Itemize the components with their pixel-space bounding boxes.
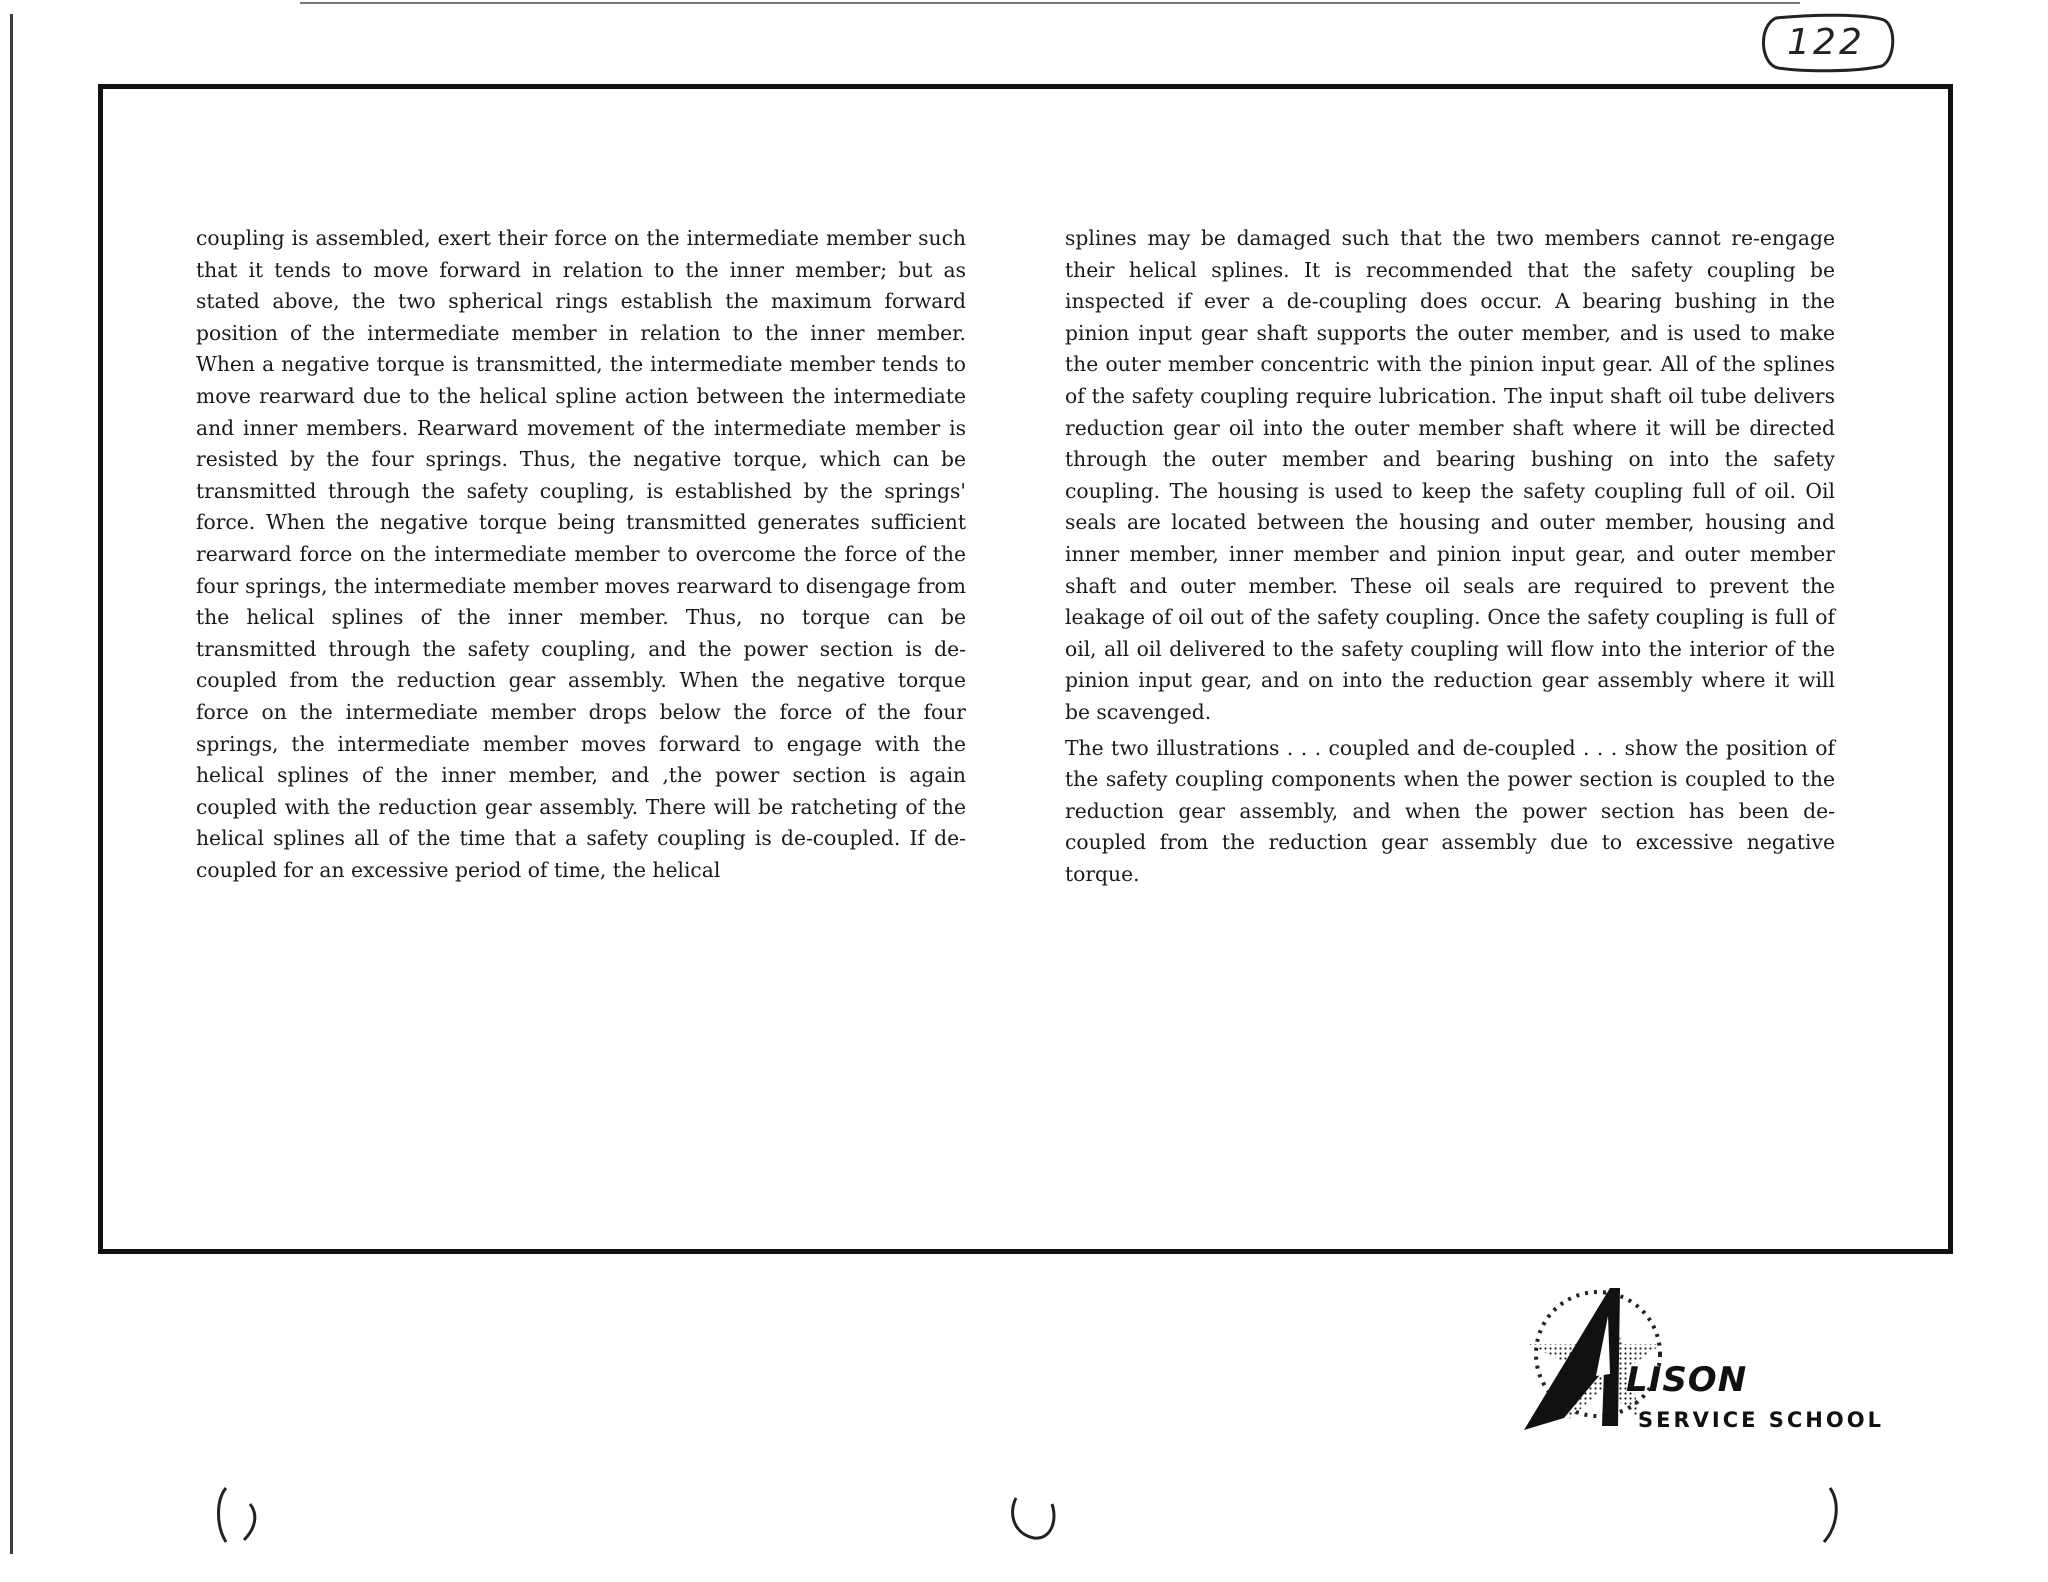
punch-hole-mark-center bbox=[1008, 1494, 1062, 1544]
page-number-mark bbox=[1756, 12, 1896, 74]
punch-hole-mark-right bbox=[1808, 1484, 1858, 1548]
punch-hole-mark-left bbox=[210, 1484, 270, 1548]
logo-subtitle: SERVICE SCHOOL bbox=[1638, 1408, 1884, 1432]
right-paragraph-1: splines may be damaged such that the two members cannot re-engage their helical splines. It is recommended that the safety coupling be inspected if ever a de-coupling does occur. A bearing bushing in the pinion input gear shaft supports the outer member, and is used to make the outer member concentric with the pinion input gear. All of the splines of the safety coupling require lubrication. The input shaft oil tube delivers reduction gear oil into the outer member shaft where it will be directed through the outer member and bearing bushing on into the safety coupling. The housing is used to keep the safety coupling full of oil. Oil seals are located between the housing and outer member, housing and inner member, inner member and pinion input gear, and outer member shaft and outer member. These oil seals are required to prevent the leakage of oil out of the safety coupling. Once the safety coupling is full of oil, all oil delivered to the safety coupling will flow into the interior of the pinion input gear, and on into the reduction gear assembly where it will be scavenged. bbox=[1065, 226, 1835, 724]
right-paragraph-2: The two illustrations . . . coupled and de-coupled . . . show the position of the safety coupling components when the power section is coupled to the reduction gear assembly, and when the power section has been de-coupled from the reduction gear assembly due to excessive negative torque. bbox=[1065, 735, 1835, 886]
page-number: 122 bbox=[1787, 22, 1865, 63]
logo-wordmark: LISON bbox=[1626, 1360, 1748, 1400]
right-column bbox=[1065, 223, 1835, 890]
allison-service-school-logo bbox=[1518, 1276, 1884, 1452]
left-scan-rule bbox=[10, 14, 13, 1554]
left-column bbox=[196, 223, 966, 886]
top-scan-rule bbox=[300, 2, 1800, 4]
left-paragraph-1: coupling is assembled, exert their force on the intermediate member such that it tends to move forward in relation to the inner member; but as stated above, the two spherical rings establish the maximum forward position of the intermediate member in relation to the inner member. When a negative torque is transmitted, the intermediate member tends to move rearward due to the helical spline action between the intermediate and inner members. Rearward movement of the intermediate member is resisted by the four springs. Thus, the negative torque, which can be transmitted through the safety coupling, is established by the springs' force. When the negative torque being transmitted generates sufficient rearward force on the intermediate member to overcome the force of the four springs, the intermediate member moves rearward to disengage from the helical splines of the inner member. Thus, no torque can be transmitted through the safety coupling, and the power section is de-coupled from the reduction gear assembly. When the negative torque force on the intermediate member drops below the force of the four springs, the intermediate member moves forward to engage with the helical splines of the inner member, and ,the power section is again coupled with the reduction gear assembly. There will be ratcheting of the helical splines all of the time that a safety coupling is de-coupled. If de-coupled for an excessive period of time, the helical bbox=[196, 226, 966, 882]
